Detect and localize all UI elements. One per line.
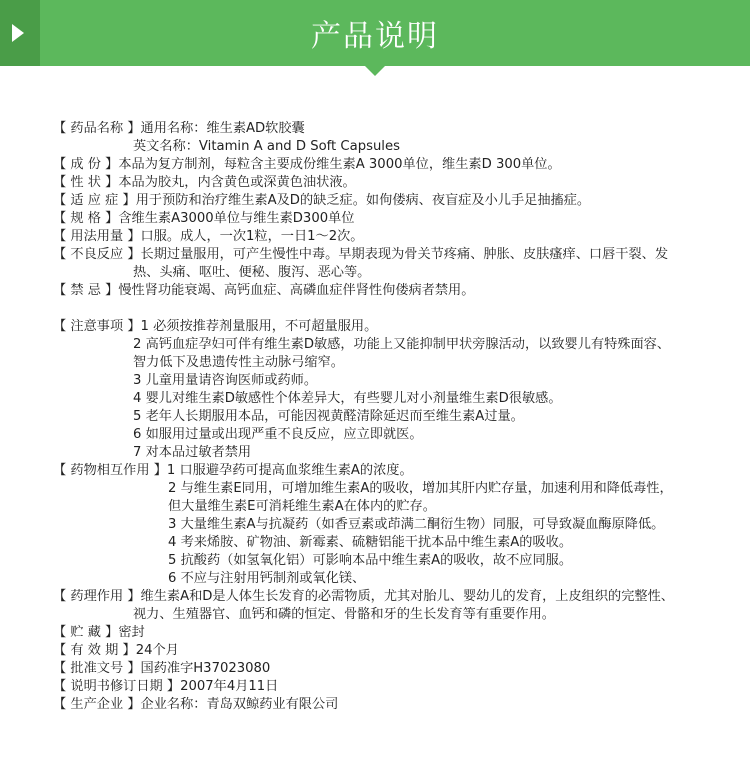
line-interactions-6: 6 不应与注射用钙制剂或氧化镁、 [168, 571, 366, 586]
line-adverse-1: 【 不良反应 】长期过量服用，可产生慢性中毒。早期表现为骨关节疼痛、肿胀、皮肤瘙痒、口唇干裂、发 [53, 247, 669, 262]
banner-pointer-icon [365, 66, 385, 76]
line-interactions-2a: 2 与维生素E同用，可增加维生素A的吸收，增加其肝内贮存量，加速利用和降低毒性， [168, 481, 673, 496]
line-adverse-2: 热、头痛、呕吐、便秘、腹泻、恶心等。 [133, 265, 371, 280]
line-indications: 【 适 应 症 】用于预防和治疗维生素A及D的缺乏症。如佝偻病、夜盲症及小儿手足抽搐症。 [53, 193, 591, 208]
line-interactions-3: 3 大量维生素A与抗凝药（如香豆素或茚满二酮衍生物）同服，可导致凝血酶原降低。 [168, 517, 665, 532]
line-specification: 【 规 格 】含维生素A3000单位与维生素D300单位 [53, 211, 355, 226]
line-dosage: 【 用法用量 】口服。成人，一次1粒，一日1～2次。 [53, 229, 364, 244]
line-pharmacology-1: 【 药理作用 】维生素A和D是人体生长发育的必需物质，尤其对胎儿、婴幼儿的发育，上皮组织的完整性、 [53, 589, 674, 604]
line-interactions-5: 5 抗酸药（如氢氧化铝）可影响本品中维生素A的吸收，故不应同服。 [168, 553, 573, 568]
line-precautions-3: 3 儿童用量请咨询医师或药师。 [133, 373, 318, 388]
line-revision-date: 【 说明书修订日期 】2007年4月11日 [53, 679, 279, 694]
line-validity: 【 有 效 期 】24个月 [53, 643, 179, 658]
line-precautions-7: 7 对本品过敏者禁用 [133, 445, 252, 460]
line-contraindications: 【 禁 忌 】慢性肾功能衰竭、高钙血症、高磷血症伴肾性佝偻病者禁用。 [53, 283, 475, 298]
header-banner [0, 0, 750, 66]
line-precautions-4: 4 婴儿对维生素D敏感性个体差异大，有些婴儿对小剂量维生素D很敏感。 [133, 391, 562, 406]
line-composition: 【 成 份 】本品为复方制剂，每粒含主要成份维生素A 3000单位，维生素D 300单位。 [53, 157, 561, 172]
line-approval-number: 【 批准文号 】国药准字H37023080 [53, 661, 271, 676]
line-precautions-2b: 智力低下及患遗传性主动脉弓缩窄。 [133, 355, 344, 370]
line-drug-name: 【 药品名称 】通用名称：维生素AD软胶囊 [53, 121, 305, 136]
line-description: 【 性 状 】本品为胶丸，内含黄色或深黄色油状液。 [53, 175, 356, 190]
line-manufacturer: 【 生产企业 】企业名称：青岛双鲸药业有限公司 [53, 697, 339, 712]
line-precautions-2a: 2 高钙血症孕妇可伴有维生素D敏感，功能上又能抑制甲状旁腺活动，以致婴儿有特殊面容、 [133, 337, 671, 352]
page-title: 产品说明 [311, 19, 439, 54]
line-precautions-5: 5 老年人长期服用本品，可能因视黄醛清除延迟而至维生素A过量。 [133, 409, 524, 424]
line-precautions-1: 【 注意事项 】1 必须按推荐剂量服用，不可超量服用。 [53, 319, 378, 334]
line-interactions-4: 4 考来烯胺、矿物油、新霉素、硫糖铝能干扰本品中维生素A的吸收。 [168, 535, 573, 550]
line-precautions-6: 6 如服用过量或出现严重不良反应，应立即就医。 [133, 427, 423, 442]
line-storage: 【 贮 藏 】密封 [53, 625, 145, 640]
line-interactions-1: 【 药物相互作用 】1 口服避孕药可提高血浆维生素A的浓度。 [53, 463, 413, 478]
line-interactions-2b: 但大量维生素E可消耗维生素A在体内的贮存。 [168, 499, 436, 514]
line-english-name: 英文名称：Vitamin A and D Soft Capsules [133, 139, 400, 154]
line-pharmacology-2: 视力、生殖器官、血钙和磷的恒定、骨骼和牙的生长发育等有重要作用。 [133, 607, 555, 622]
